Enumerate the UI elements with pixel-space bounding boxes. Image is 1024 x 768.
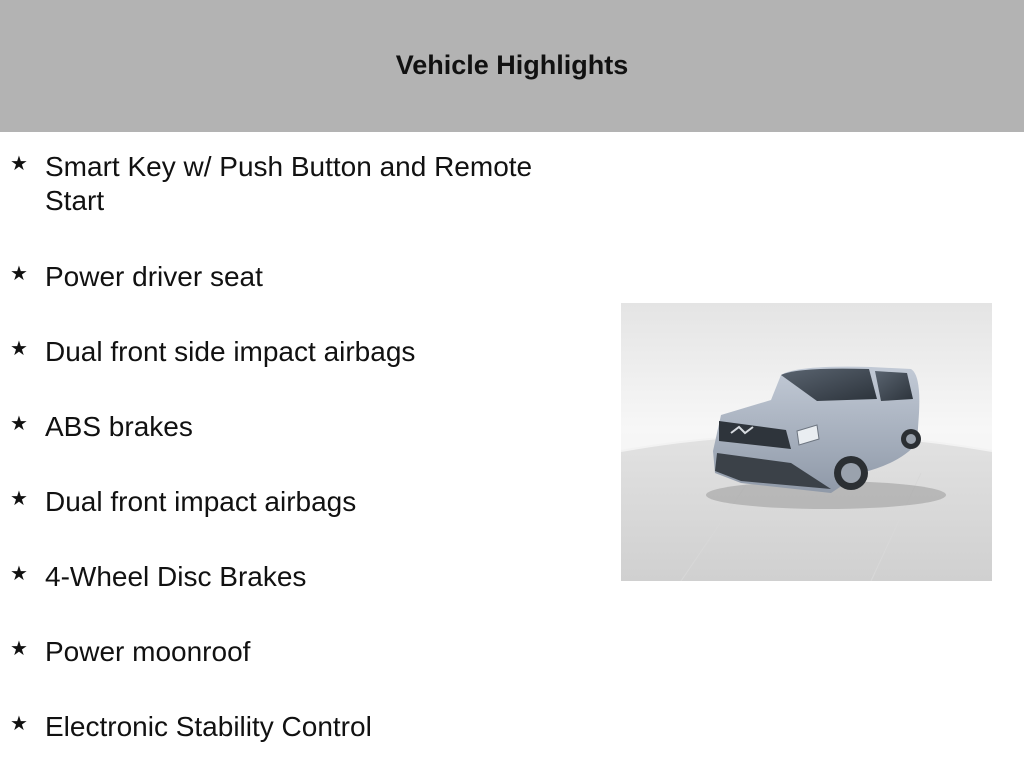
header-bar	[0, 0, 1024, 132]
star-icon: ★	[10, 153, 28, 175]
star-icon: ★	[10, 488, 28, 510]
highlight-label: Dual front impact airbags	[45, 486, 357, 517]
highlight-label: Power moonroof	[45, 636, 251, 667]
highlight-label: Power driver seat	[45, 261, 263, 292]
highlight-label: Dual front side impact airbags	[45, 336, 416, 367]
star-icon: ★	[10, 638, 28, 660]
highlight-label: 4-Wheel Disc Brakes	[45, 561, 307, 592]
vehicle-photo	[621, 303, 992, 581]
star-icon: ★	[10, 713, 28, 735]
star-icon: ★	[10, 563, 28, 585]
star-icon: ★	[10, 263, 28, 285]
highlight-label: ABS brakes	[45, 411, 193, 442]
highlight-label: Electronic Stability Control	[45, 711, 372, 742]
star-icon: ★	[10, 338, 28, 360]
page-title: Vehicle Highlights	[395, 49, 629, 80]
star-icon: ★	[10, 413, 28, 435]
highlight-label: Smart Key w/ Push Button and Remote Start	[45, 151, 533, 216]
